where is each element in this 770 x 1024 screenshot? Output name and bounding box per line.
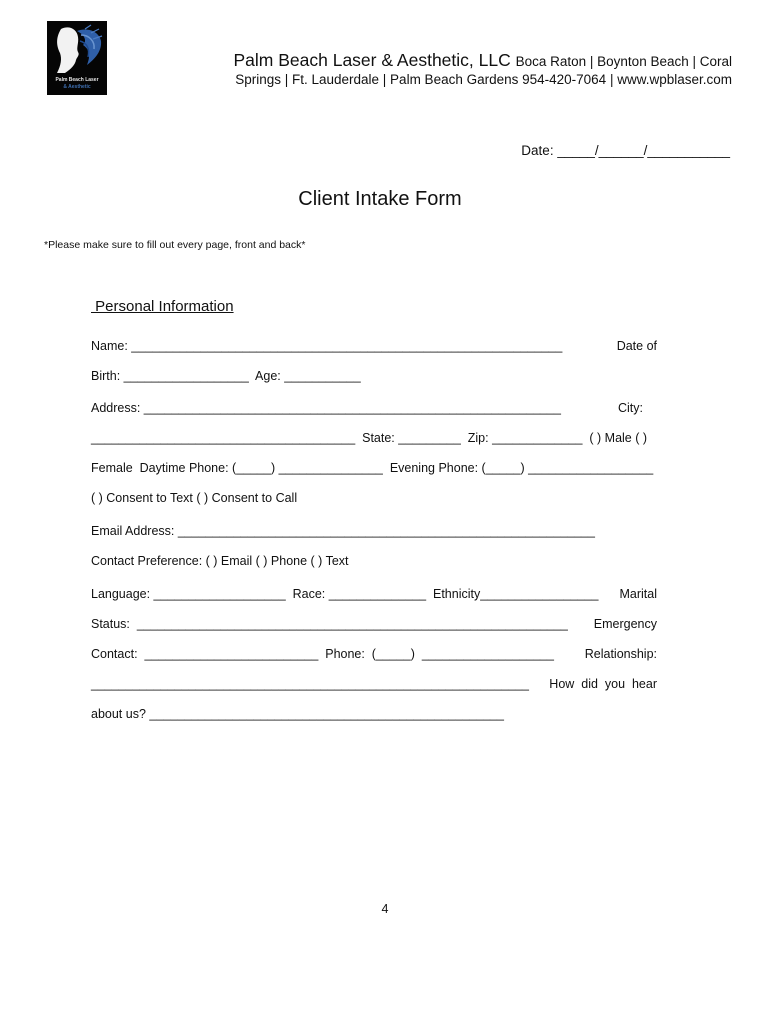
instruction-note: *Please make sure to fill out every page, front and back* bbox=[44, 239, 306, 251]
language-race-line[interactable] bbox=[91, 587, 657, 601]
emergency-contact-line[interactable] bbox=[91, 647, 657, 661]
logo bbox=[47, 21, 107, 95]
contact-preference-options[interactable]: Contact Preference: ( ) Email ( ) Phone ( ) Text bbox=[91, 554, 349, 568]
gender-phone-line[interactable] bbox=[91, 461, 657, 475]
address-line[interactable] bbox=[91, 401, 643, 415]
contact-preference-line[interactable] bbox=[91, 554, 657, 568]
relationship-field[interactable]: _______________________________________________________________ bbox=[91, 677, 529, 691]
page-number: 4 bbox=[381, 902, 389, 916]
referral-field[interactable]: about us? ___________________________________________________ bbox=[91, 707, 504, 721]
birth-age-fields[interactable]: Birth: __________________ Age: ___________ bbox=[91, 369, 361, 383]
logo-subtext: & Aesthetic bbox=[63, 84, 91, 90]
relationship-label: Relationship: bbox=[584, 647, 657, 661]
address-field[interactable]: Address: ____________________________________________________________ bbox=[91, 401, 561, 415]
emergency-label: Emergency bbox=[593, 617, 657, 631]
emergency-contact-fields[interactable]: Contact: _________________________ Phone: (_____) ___________________ bbox=[91, 647, 554, 661]
relationship-line[interactable] bbox=[91, 677, 657, 691]
woman-profile-icon bbox=[47, 21, 107, 77]
date-field[interactable]: Date: _____/______/___________ bbox=[521, 143, 730, 158]
company-header bbox=[164, 50, 732, 71]
company-locations: Boca Raton | Boynton Beach | Coral bbox=[515, 54, 732, 69]
gender-phone-fields[interactable]: Female Daytime Phone: (_____) _______________ Evening Phone: (_____) __________________ bbox=[91, 461, 654, 475]
city-label: City: bbox=[618, 401, 643, 415]
marital-status-field[interactable]: Status: ______________________________________________________________ bbox=[91, 617, 568, 631]
company-name: Palm Beach Laser & Aesthetic, LLC bbox=[233, 50, 511, 70]
date-of-birth-label: Date of bbox=[616, 339, 657, 353]
section-heading-personal-information: Personal Information bbox=[91, 298, 234, 315]
birth-age-line[interactable] bbox=[91, 369, 657, 383]
referral-line[interactable] bbox=[91, 707, 657, 721]
referral-label: How did you hear bbox=[549, 677, 657, 691]
consent-line[interactable] bbox=[91, 491, 657, 505]
name-field[interactable]: Name: ______________________________________________________________ bbox=[91, 339, 563, 353]
city-state-zip-fields[interactable]: ______________________________________ State: _________ Zip: _____________ ( ) Male ( ) bbox=[91, 431, 648, 445]
marital-label: Marital bbox=[619, 587, 657, 601]
city-state-zip-line[interactable] bbox=[91, 431, 657, 445]
language-race-ethnicity-fields[interactable]: Language: ___________________ Race: ______________ Ethnicity_________________ bbox=[91, 587, 599, 601]
logo-text: Palm Beach Laser bbox=[55, 77, 99, 83]
name-field-line[interactable] bbox=[91, 339, 657, 353]
consent-options[interactable]: ( ) Consent to Text ( ) Consent to Call bbox=[91, 491, 298, 505]
email-field[interactable]: Email Address: ____________________________________________________________ bbox=[91, 524, 595, 538]
company-contact-line: Springs | Ft. Lauderdale | Palm Beach Gardens 954-420-7064 | www.wpblaser.com bbox=[235, 72, 732, 87]
form-title: Client Intake Form bbox=[298, 188, 462, 210]
marital-status-line[interactable] bbox=[91, 617, 657, 631]
email-line[interactable] bbox=[91, 524, 657, 538]
